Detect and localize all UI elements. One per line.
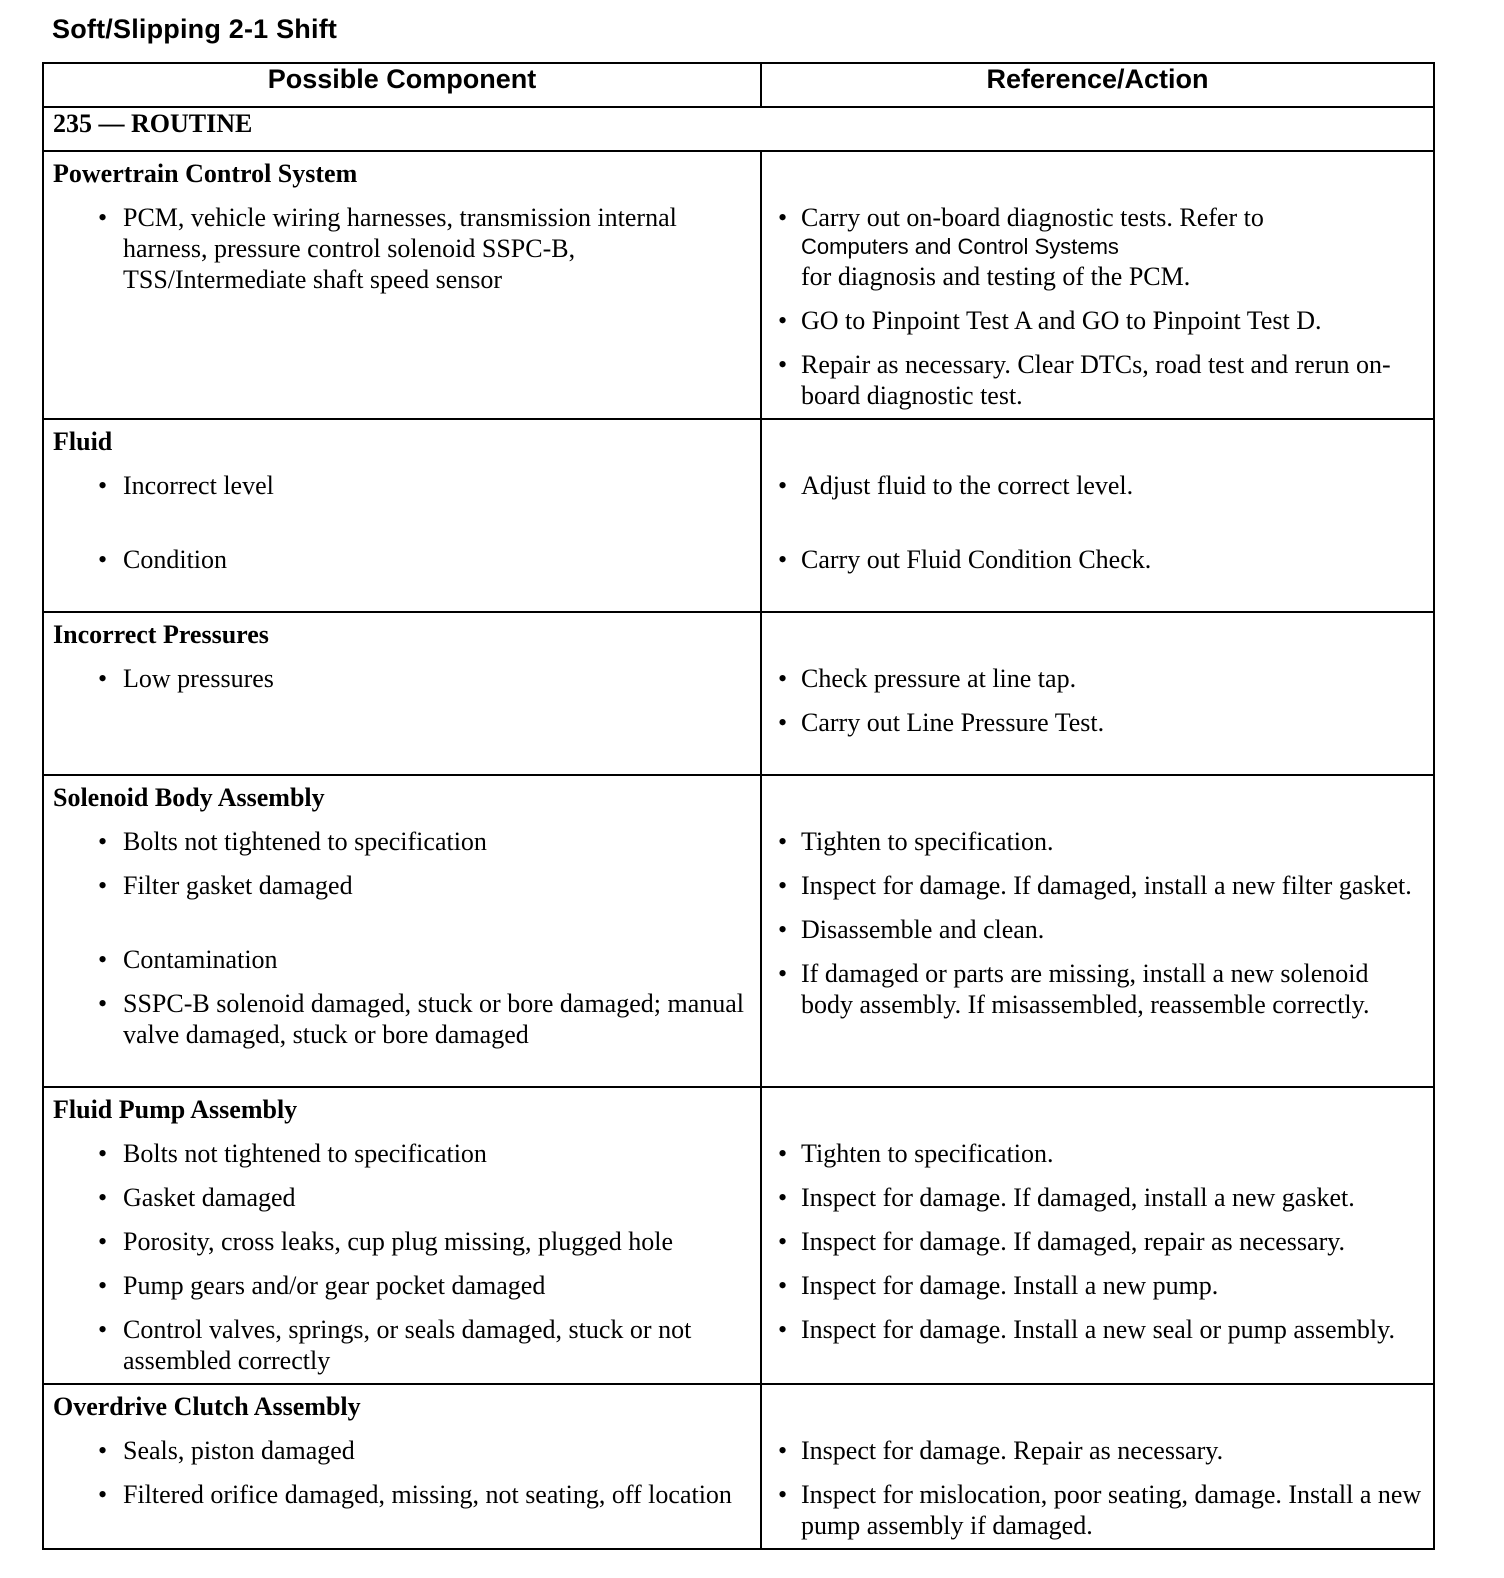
list-item: • Condition — [53, 544, 750, 575]
section-row — [43, 107, 1434, 151]
table-row — [43, 419, 1434, 612]
table-row — [43, 775, 1434, 1087]
component-list — [53, 202, 750, 295]
component-cell — [43, 151, 761, 419]
group-title: Overdrive Clutch Assembly — [53, 1392, 361, 1421]
list-item: • If damaged or parts are missing, install a new solenoid body assembly. If misassembled, reassemble correctly. — [771, 958, 1423, 1020]
list-item: • Filter gasket damaged — [53, 870, 750, 901]
action-list — [771, 470, 1423, 575]
component-cell — [43, 775, 761, 1087]
column-header-component: Possible Component — [43, 63, 761, 107]
table-row — [43, 151, 1434, 419]
action-cell — [761, 1384, 1434, 1549]
action-text: for diagnosis and testing of the PCM. — [801, 262, 1191, 291]
list-item: • Low pressures — [53, 663, 750, 694]
table-row — [43, 1087, 1434, 1384]
list-item: • Check pressure at line tap. — [771, 663, 1423, 694]
list-item: • Inspect for damage. Install a new seal or pump assembly. — [771, 1314, 1423, 1345]
list-item: • Disassemble and clean. — [771, 914, 1423, 945]
action-list — [771, 826, 1423, 1020]
list-item: • Carry out Line Pressure Test. — [771, 707, 1423, 738]
group-title: Incorrect Pressures — [53, 620, 269, 649]
list-item: • Pump gears and/or gear pocket damaged — [53, 1270, 750, 1301]
list-item: • PCM, vehicle wiring harnesses, transmission internal harness, pressure control solenoid SSPC-B, TSS/Intermediate shaft speed sensor — [53, 202, 750, 295]
component-cell — [43, 612, 761, 775]
list-item: • Tighten to specification. — [771, 826, 1423, 857]
section-title: 235 — ROUTINE — [43, 107, 1434, 151]
component-list — [53, 470, 750, 575]
list-item: • Tighten to specification. — [771, 1138, 1423, 1169]
group-title: Solenoid Body Assembly — [53, 783, 325, 812]
list-item: • Bolts not tightened to specification — [53, 1138, 750, 1169]
action-list — [771, 1435, 1423, 1541]
list-item: • Contamination — [53, 944, 750, 975]
list-item: • Inspect for damage. Install a new pump. — [771, 1270, 1423, 1301]
list-item: • SSPC-B solenoid damaged, stuck or bore damaged; manual valve damaged, stuck or bore damaged — [53, 988, 750, 1050]
list-item — [771, 202, 1423, 292]
header-row — [43, 63, 1434, 107]
action-cell — [761, 151, 1434, 419]
list-item: • Carry out Fluid Condition Check. — [771, 544, 1423, 575]
action-list — [771, 663, 1423, 738]
column-header-action: Reference/Action — [761, 63, 1434, 107]
component-cell — [43, 1087, 761, 1384]
table-row — [43, 1384, 1434, 1549]
group-title: Powertrain Control System — [53, 159, 358, 188]
component-list — [53, 826, 750, 1050]
action-list — [771, 202, 1423, 411]
list-item: • Control valves, springs, or seals damaged, stuck or not assembled correctly — [53, 1314, 750, 1376]
list-item: • Inspect for mislocation, poor seating, damage. Install a new pump assembly if damaged. — [771, 1479, 1423, 1541]
action-cell — [761, 775, 1434, 1087]
component-cell — [43, 1384, 761, 1549]
list-item: • Filtered orifice damaged, missing, not seating, off location — [53, 1479, 750, 1510]
list-item: • Inspect for damage. If damaged, repair as necessary. — [771, 1226, 1423, 1257]
group-title: Fluid — [53, 427, 113, 456]
action-cell — [761, 612, 1434, 775]
list-item: • Porosity, cross leaks, cup plug missing, plugged hole — [53, 1226, 750, 1257]
list-item: • Repair as necessary. Clear DTCs, road test and rerun on-board diagnostic test. — [771, 349, 1423, 411]
list-item: • Inspect for damage. If damaged, install a new filter gasket. — [771, 870, 1423, 901]
table-row — [43, 612, 1434, 775]
list-item: • Seals, piston damaged — [53, 1435, 750, 1466]
component-list — [53, 1138, 750, 1376]
list-item: • Bolts not tightened to specification — [53, 826, 750, 857]
list-item: • Inspect for damage. Repair as necessary. — [771, 1435, 1423, 1466]
component-cell — [43, 419, 761, 612]
component-list — [53, 1435, 750, 1510]
action-cell — [761, 419, 1434, 612]
cross-reference-link[interactable]: Computers and Control Systems — [801, 234, 1119, 259]
component-list — [53, 663, 750, 694]
action-cell — [761, 1087, 1434, 1384]
list-item: • Inspect for damage. If damaged, install a new gasket. — [771, 1182, 1423, 1213]
action-text: Carry out on-board diagnostic tests. Refer to — [801, 203, 1264, 232]
list-item: • Gasket damaged — [53, 1182, 750, 1213]
list-item: • Incorrect level — [53, 470, 750, 501]
diagnosis-table — [42, 62, 1435, 1550]
list-item: • GO to Pinpoint Test A and GO to Pinpoint Test D. — [771, 305, 1423, 336]
group-title: Fluid Pump Assembly — [53, 1095, 298, 1124]
list-item: • Adjust fluid to the correct level. — [771, 470, 1423, 501]
action-list — [771, 1138, 1423, 1345]
page-title: Soft/Slipping 2-1 Shift — [52, 14, 338, 44]
